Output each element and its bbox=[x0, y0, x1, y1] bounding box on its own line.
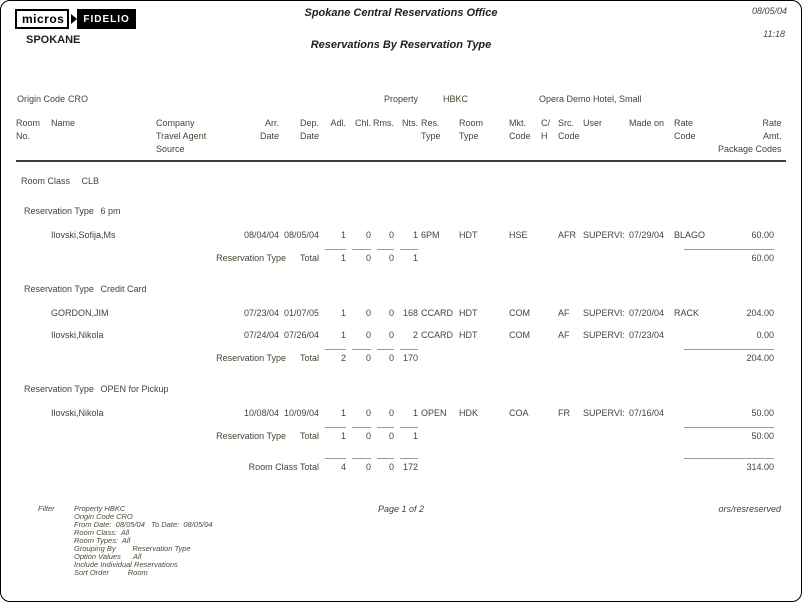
total-adults: 1 bbox=[319, 249, 346, 264]
cell-rate-amt: 50.00 bbox=[751, 408, 774, 418]
cell-made-on: 07/23/04 bbox=[629, 330, 665, 340]
total-rooms: 0 bbox=[371, 249, 394, 264]
room-class-total-label: Room Class Total bbox=[248, 462, 319, 472]
cell-nights: 1 bbox=[412, 408, 418, 418]
column-header-res-type: Res. Type bbox=[421, 118, 441, 141]
filter-line: Property HBKC bbox=[74, 504, 126, 513]
cell-rooms: 0 bbox=[388, 308, 394, 318]
column-header-made-on: Made on bbox=[629, 118, 665, 128]
column-header-children: Chl. bbox=[354, 118, 371, 128]
report-id: ors/resreserved bbox=[718, 504, 781, 514]
reservation-type-value: 6 pm bbox=[100, 206, 121, 216]
room-class-label: Room Class bbox=[21, 176, 71, 186]
reservation-row bbox=[16, 330, 786, 341]
total-nights: 1 bbox=[394, 427, 418, 442]
filter-lines bbox=[74, 505, 213, 577]
column-header-room-no: Room No. bbox=[16, 118, 41, 141]
total-children: 0 bbox=[346, 427, 371, 442]
filter-line: Include Individual Reservations bbox=[74, 560, 178, 569]
cell-res-type: OPEN bbox=[421, 408, 447, 418]
cell-guest-name: Ilovski,Sofija,Ms bbox=[51, 230, 116, 240]
cell-adults: 1 bbox=[340, 408, 346, 418]
section-total-row bbox=[16, 349, 786, 364]
origin-code-value: CRO bbox=[68, 94, 88, 104]
column-header-room-type: Room Type bbox=[459, 118, 484, 141]
origin-code-label: Origin Code bbox=[17, 94, 66, 104]
section-total-label: Reservation Type Total bbox=[216, 253, 319, 263]
filter-line: From Date: 08/05/04 To Date: 08/05/04 bbox=[74, 520, 213, 529]
cell-adults: 1 bbox=[340, 230, 346, 240]
cell-rate-amt: 60.00 bbox=[751, 230, 774, 240]
report-body bbox=[16, 94, 786, 473]
column-header-mkt-code: Mkt. Code bbox=[509, 118, 531, 141]
column-header-ch: C/ H bbox=[541, 118, 550, 141]
filter-block bbox=[38, 505, 213, 577]
column-header-company: Company Travel Agent Source bbox=[156, 118, 207, 154]
filter-label: Filter bbox=[38, 504, 55, 513]
cell-children: 0 bbox=[365, 308, 371, 318]
cell-user: SUPERVI: bbox=[583, 408, 625, 418]
cell-rate-code: RACK bbox=[674, 308, 700, 318]
cell-rate-amt: 0.00 bbox=[756, 330, 774, 340]
filter-line: Grouping By Reservation Type bbox=[74, 544, 191, 553]
cell-adults: 1 bbox=[340, 308, 346, 318]
cell-dep-date: 01/07/05 bbox=[283, 308, 319, 318]
cell-rate-amt: 204.00 bbox=[746, 308, 774, 318]
reservation-type-value: Credit Card bbox=[100, 284, 147, 294]
total-amount: 60.00 bbox=[674, 249, 786, 264]
column-header-rate-code: Rate Code bbox=[674, 118, 696, 141]
section-total-row bbox=[16, 427, 786, 442]
print-date: 08/05/04 bbox=[751, 6, 787, 16]
section-header bbox=[16, 206, 786, 216]
cell-adults: 1 bbox=[340, 330, 346, 340]
room-class-total-row bbox=[16, 458, 786, 473]
reservation-type-label: Reservation Type bbox=[24, 284, 94, 294]
cell-rate-code: BLAGO bbox=[674, 230, 706, 240]
cell-res-type: 6PM bbox=[421, 230, 440, 240]
cell-src-code: FR bbox=[558, 408, 570, 418]
cell-mkt-code: HSE bbox=[509, 230, 528, 240]
cell-res-type: CCARD bbox=[421, 330, 454, 340]
total-rooms: 0 bbox=[371, 349, 394, 364]
fidelio-logo-text: FIDELIO bbox=[77, 9, 135, 29]
filter-line: Option Values All bbox=[74, 552, 142, 561]
column-header-rate-amt: Rate Amt. Package Codes bbox=[718, 118, 782, 154]
column-header-rooms: Rms. bbox=[373, 118, 394, 128]
cell-rooms: 0 bbox=[388, 408, 394, 418]
cell-mkt-code: COM bbox=[509, 308, 530, 318]
room-class-value: CLB bbox=[81, 176, 100, 186]
column-header-name: Name bbox=[51, 118, 76, 128]
total-amount: 204.00 bbox=[674, 349, 786, 364]
total-children: 0 bbox=[346, 249, 371, 264]
cell-room-type: HDT bbox=[459, 330, 478, 340]
report-title: Reservations By Reservation Type bbox=[310, 39, 492, 51]
cell-guest-name: Ilovski,Nikola bbox=[51, 330, 104, 340]
cell-room-type: HDT bbox=[459, 308, 478, 318]
cell-res-type: CCARD bbox=[421, 308, 454, 318]
print-time: 11:18 bbox=[763, 29, 785, 39]
cell-user: SUPERVI: bbox=[583, 330, 625, 340]
cell-src-code: AF bbox=[558, 330, 570, 340]
filter-line: Sort Order Room bbox=[74, 568, 148, 577]
cell-rooms: 0 bbox=[388, 230, 394, 240]
cell-dep-date: 07/26/04 bbox=[283, 330, 319, 340]
filter-line: Room Class: All bbox=[74, 528, 130, 537]
cell-arr-date: 07/23/04 bbox=[243, 308, 279, 318]
section-header bbox=[16, 284, 786, 294]
cell-nights: 1 bbox=[412, 230, 418, 240]
filter-line: Room Types: All bbox=[74, 536, 131, 545]
column-header-adults: Adl. bbox=[330, 118, 346, 128]
reservation-type-value: OPEN for Pickup bbox=[100, 384, 169, 394]
total-amount: 50.00 bbox=[674, 427, 786, 442]
section-total-label: Reservation Type Total bbox=[216, 353, 319, 363]
cell-arr-date: 08/04/04 bbox=[243, 230, 279, 240]
cell-children: 0 bbox=[365, 230, 371, 240]
cell-src-code: AFR bbox=[558, 230, 576, 240]
section-header bbox=[16, 384, 786, 394]
reservation-row bbox=[16, 308, 786, 319]
section-total-row bbox=[16, 249, 786, 264]
cell-rooms: 0 bbox=[388, 330, 394, 340]
column-header-src-code: Src. Code bbox=[558, 118, 580, 141]
column-header-nights: Nts. bbox=[401, 118, 418, 128]
property-code-value: HBKC bbox=[443, 94, 469, 104]
column-headers bbox=[16, 117, 786, 162]
cell-nights: 2 bbox=[412, 330, 418, 340]
cell-room-type: HDT bbox=[459, 230, 478, 240]
property-label: Property bbox=[384, 94, 419, 104]
total-nights: 170 bbox=[394, 349, 418, 364]
reservation-type-label: Reservation Type bbox=[24, 206, 94, 216]
cell-nights: 168 bbox=[402, 308, 418, 318]
property-short-name: SPOKANE bbox=[26, 34, 81, 46]
reservation-type-label: Reservation Type bbox=[24, 384, 94, 394]
cell-made-on: 07/29/04 bbox=[629, 230, 665, 240]
total-nights: 1 bbox=[394, 249, 418, 264]
total-children: 0 bbox=[346, 458, 371, 473]
cell-children: 0 bbox=[365, 330, 371, 340]
cell-guest-name: GORDON,JIM bbox=[51, 308, 109, 318]
column-header-dep-date: Dep. Date bbox=[299, 118, 319, 141]
column-header-user: User bbox=[583, 118, 603, 128]
total-adults: 2 bbox=[319, 349, 346, 364]
cell-children: 0 bbox=[365, 408, 371, 418]
cell-src-code: AF bbox=[558, 308, 570, 318]
total-adults: 1 bbox=[319, 427, 346, 442]
section-total-label: Reservation Type Total bbox=[216, 431, 319, 441]
total-rooms: 0 bbox=[371, 458, 394, 473]
total-adults: 4 bbox=[319, 458, 346, 473]
column-header-arr-date: Arr. Date bbox=[259, 118, 279, 141]
cell-dep-date: 08/05/04 bbox=[283, 230, 319, 240]
filter-line: Origin Code CRO bbox=[74, 512, 133, 521]
cell-dep-date: 10/09/04 bbox=[283, 408, 319, 418]
cell-user: SUPERVI: bbox=[583, 230, 625, 240]
property-name-value: Opera Demo Hotel, Small bbox=[539, 94, 642, 104]
total-amount: 314.00 bbox=[674, 458, 786, 473]
cell-made-on: 07/20/04 bbox=[629, 308, 665, 318]
micros-logo-text: micros bbox=[15, 9, 69, 29]
total-children: 0 bbox=[346, 349, 371, 364]
cell-arr-date: 10/08/04 bbox=[243, 408, 279, 418]
cell-mkt-code: COM bbox=[509, 330, 530, 340]
info-row bbox=[16, 94, 786, 105]
total-nights: 172 bbox=[394, 458, 418, 473]
reservation-row bbox=[16, 408, 786, 419]
room-class-row bbox=[16, 176, 786, 186]
total-rooms: 0 bbox=[371, 427, 394, 442]
page-number: Page 1 of 2 bbox=[377, 504, 425, 514]
cell-arr-date: 07/24/04 bbox=[243, 330, 279, 340]
cell-mkt-code: COA bbox=[509, 408, 529, 418]
reservation-row bbox=[16, 230, 786, 241]
cell-user: SUPERVI: bbox=[583, 308, 625, 318]
cell-guest-name: Ilovski,Nikola bbox=[51, 408, 104, 418]
cell-room-type: HDK bbox=[459, 408, 479, 418]
cell-made-on: 07/16/04 bbox=[629, 408, 665, 418]
office-title: Spokane Central Reservations Office bbox=[304, 7, 498, 19]
